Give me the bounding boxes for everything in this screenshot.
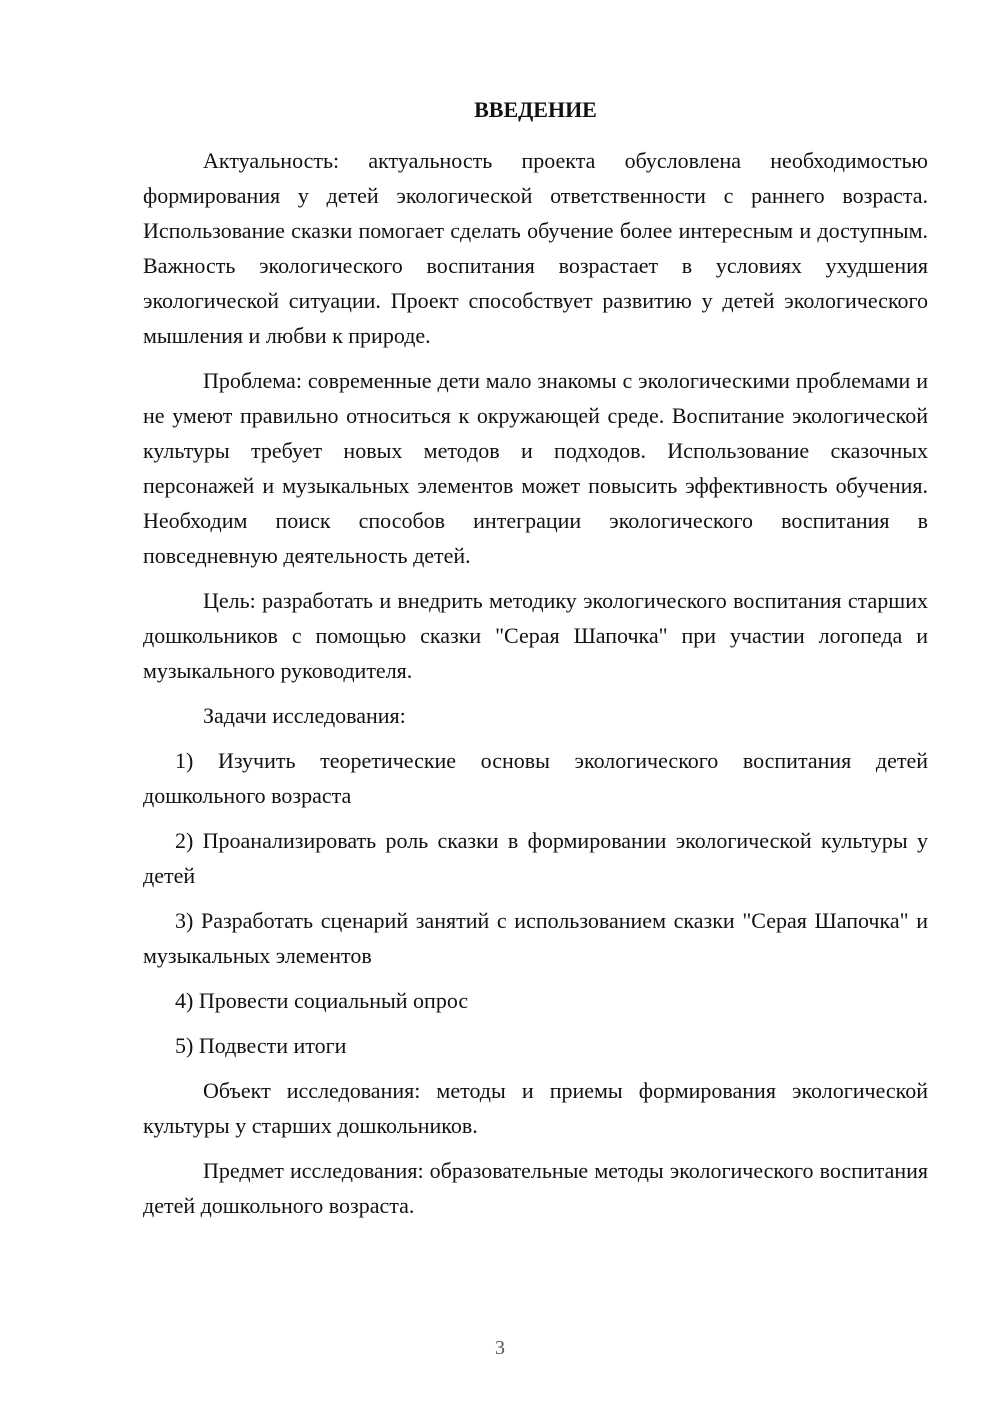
tasks-heading: Задачи исследования: bbox=[203, 703, 406, 728]
paragraph-subject: Предмет исследования: образовательные методы экологического воспитания детей дошкольного возраста. bbox=[143, 1158, 928, 1218]
section-title: ВВЕДЕНИЕ bbox=[474, 97, 597, 122]
task-item-3: 3) Разработать сценарий занятий с использованием сказки "Серая Шапочка" и музыкальных элементов bbox=[143, 908, 928, 968]
paragraph-relevance: Актуальность: актуальность проекта обусловлена необходимостью формирования у детей экологической ответственности с раннего возраста. Использование сказки помогает сделать обучение более интересным и доступным. Важность экологического воспитания возрастает в условиях ухудшения экологической ситуации. Проект способствует развитию у детей экологического мышления и любви к природе. bbox=[143, 148, 928, 348]
page-number: 3 bbox=[495, 1337, 505, 1359]
task-item-5: 5) Подвести итоги bbox=[175, 1033, 347, 1058]
paragraph-problem: Проблема: современные дети мало знакомы с экологическими проблемами и не умеют правильно относиться к окружающей среде. Воспитание экологической культуры требует новых методов и подходов. Использование сказочных персонажей и музыкальных элементов может повысить эффективность обучения. Необходим поиск способов интеграции экологического воспитания в повседневную деятельность детей. bbox=[143, 368, 928, 568]
paragraph-object: Объект исследования: методы и приемы формирования экологической культуры у старших дошкольников. bbox=[143, 1078, 928, 1138]
task-item-2: 2) Проанализировать роль сказки в формировании экологической культуры у детей bbox=[143, 828, 928, 888]
task-item-4: 4) Провести социальный опрос bbox=[175, 988, 469, 1013]
paragraph-goal: Цель: разработать и внедрить методику экологического воспитания старших дошкольников с помощью сказки "Серая Шапочка" при участии логопеда и музыкального руководителя. bbox=[143, 588, 928, 683]
task-item-1: 1) Изучить теоретические основы экологического воспитания детей дошкольного возраста bbox=[143, 748, 928, 808]
page-content bbox=[143, 95, 928, 1233]
